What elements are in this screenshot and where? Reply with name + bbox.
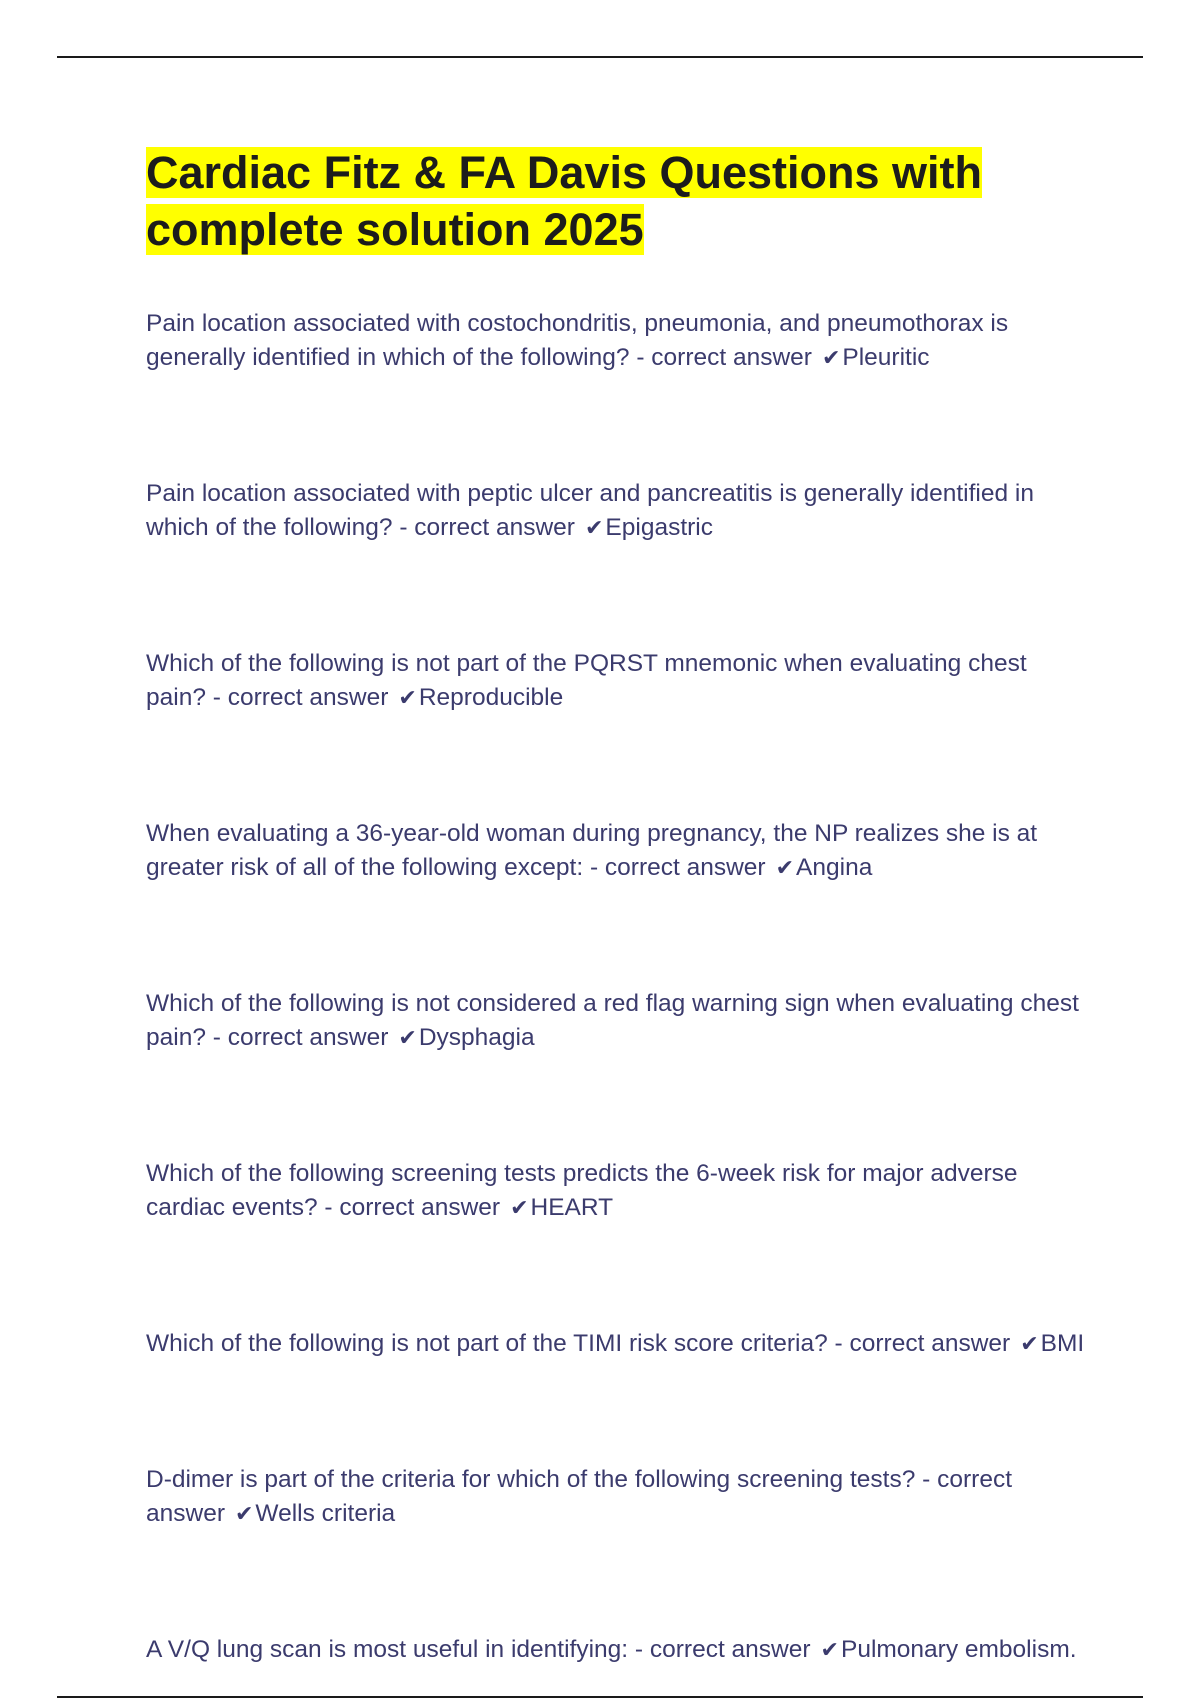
check-icon: ✔ [821, 346, 841, 371]
qa-item [146, 987, 1091, 1056]
question-text: Which of the following screening tests predicts the 6-week risk for major adverse cardiac events? [146, 1160, 1018, 1221]
question-text: Pain location associated with costochondritis, pneumonia, and pneumothorax is generally identified in which of the following? [146, 310, 1009, 371]
answer-text: Wells criteria [255, 1500, 396, 1527]
qa-item [146, 1327, 1091, 1362]
document-body [146, 144, 1106, 1668]
answer-marker: - correct answer [146, 1466, 1013, 1527]
answer-marker: - correct answer [834, 1330, 1011, 1357]
answer-marker: - correct answer [634, 1636, 811, 1663]
qa-item [146, 477, 1091, 546]
check-icon: ✔ [775, 856, 795, 881]
check-icon: ✔ [1020, 1332, 1039, 1357]
answer-marker: - correct answer [212, 1024, 389, 1051]
answer-marker: - correct answer [636, 344, 812, 371]
answer-marker: - correct answer [212, 684, 389, 711]
answer-text: Dysphagia [418, 1024, 535, 1051]
question-text: When evaluating a 36-year-old woman during pregnancy, the NP realizes she is at greater risk of all of the following except: [146, 820, 1038, 881]
qa-item [146, 647, 1091, 716]
page-title [146, 144, 1076, 258]
check-icon: ✔ [820, 1638, 839, 1663]
answer-marker: - correct answer [399, 514, 575, 541]
qa-item [146, 307, 1091, 376]
answer-marker: - correct answer [589, 854, 766, 881]
question-text: A V/Q lung scan is most useful in identifying: [146, 1636, 629, 1663]
answer-text: Angina [796, 854, 873, 881]
question-text: Which of the following is not considered a red flag warning sign when evaluating chest pain? [146, 990, 1079, 1051]
check-icon: ✔ [584, 516, 604, 541]
check-icon: ✔ [398, 686, 417, 711]
answer-text: BMI [1040, 1330, 1085, 1357]
qa-item [146, 1157, 1091, 1226]
question-text: Pain location associated with peptic ulcer and pancreatitis is generally identified in which of the following? [146, 480, 1034, 541]
check-icon: ✔ [510, 1196, 529, 1221]
bottom-divider [57, 1696, 1143, 1698]
check-icon: ✔ [398, 1026, 417, 1051]
qa-item [146, 817, 1091, 886]
qa-item [146, 1633, 1091, 1668]
answer-text: Pulmonary embolism. [840, 1636, 1077, 1663]
top-divider [57, 56, 1143, 58]
title-highlight: Cardiac Fitz & FA Davis Questions with complete solution 2025 [146, 147, 982, 255]
check-icon: ✔ [234, 1502, 254, 1527]
answer-text: Pleuritic [842, 344, 930, 371]
answer-text: Reproducible [418, 684, 564, 711]
answer-text: Epigastric [605, 514, 713, 541]
question-text: Which of the following is not part of the PQRST mnemonic when evaluating chest pain? [146, 650, 1027, 711]
question-text: D-dimer is part of the criteria for which of the following screening tests? [146, 1466, 916, 1493]
answer-text: HEART [530, 1194, 614, 1221]
question-text: Which of the following is not part of the TIMI risk score criteria? [146, 1330, 828, 1357]
qa-item [146, 1463, 1091, 1532]
answer-marker: - correct answer [324, 1194, 501, 1221]
qa-list [146, 307, 1106, 1668]
